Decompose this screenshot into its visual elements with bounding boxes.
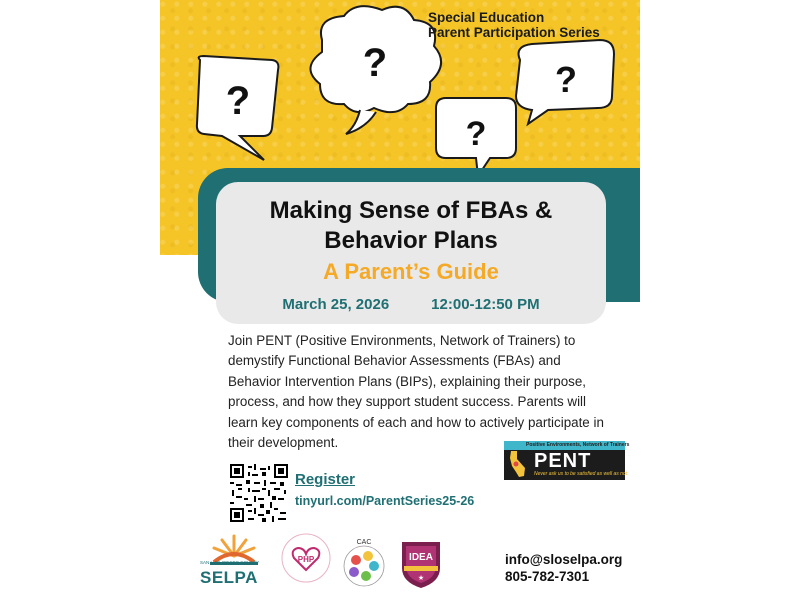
event-date: March 25, 2026	[282, 296, 390, 313]
california-map-icon	[508, 450, 528, 480]
series-title-line2: Parent Participation Series	[428, 25, 600, 40]
php-logo-text: PHP	[297, 555, 315, 564]
idea-badge	[398, 538, 444, 590]
question-bubble-small	[436, 98, 516, 176]
question-bubble-right	[516, 40, 614, 124]
contact-email[interactable]: info@sloselpa.org	[505, 552, 623, 567]
pent-logo-tagline: Never ask us to be satisfied as well as not.	[534, 471, 629, 477]
pent-logo-top-text: Positive Environments, Network of Trainers	[526, 442, 630, 448]
register-url[interactable]: tinyurl.com/ParentSeries25-26	[295, 494, 475, 508]
pent-logo-word: PENT	[534, 450, 592, 472]
selpa-logo-text: SELPA	[200, 568, 258, 587]
question-mark: ?	[225, 79, 251, 123]
question-bubble-left	[197, 56, 279, 160]
star-icon: ★	[417, 575, 425, 582]
question-bubble-center	[310, 6, 441, 134]
contact-phone[interactable]: 805-782-7301	[505, 569, 590, 584]
question-mark: ?	[465, 115, 487, 153]
selpa-county: SAN LUIS OBISPO COUNTY	[200, 560, 260, 565]
question-mark: ?	[362, 41, 388, 85]
qr-code-icon[interactable]	[230, 464, 288, 522]
pent-logo	[504, 441, 630, 480]
series-title-line1: Special Education	[428, 10, 545, 25]
event-title-line1: Making Sense of FBAs &	[269, 197, 553, 224]
event-description: Join PENT (Positive Environments, Network of Trainers) to demystify Functional Behavior Assessments (FBAs) and Behavior Intervention Plans (BIPs), explaining their purpose, process, and how they support student success. Parents will learn key components of each and how to actively participate in their development.	[228, 333, 604, 451]
title-box	[216, 182, 606, 324]
series-title	[428, 10, 633, 40]
idea-badge-text: IDEA	[409, 552, 433, 563]
flyer	[160, 0, 640, 600]
event-title-line2: Behavior Plans	[324, 227, 498, 254]
contact-info	[505, 551, 622, 585]
date-time-row	[216, 296, 606, 313]
event-time: 12:00-12:50 PM	[431, 296, 540, 313]
cac-logo-text: CAC	[356, 539, 372, 546]
pent-logo-topbar	[504, 441, 630, 450]
register-link[interactable]: Register	[295, 471, 356, 488]
php-logo	[278, 530, 334, 588]
question-mark: ?	[555, 59, 577, 100]
cac-logo	[336, 534, 392, 592]
event-subtitle: A Parent’s Guide	[323, 259, 499, 284]
